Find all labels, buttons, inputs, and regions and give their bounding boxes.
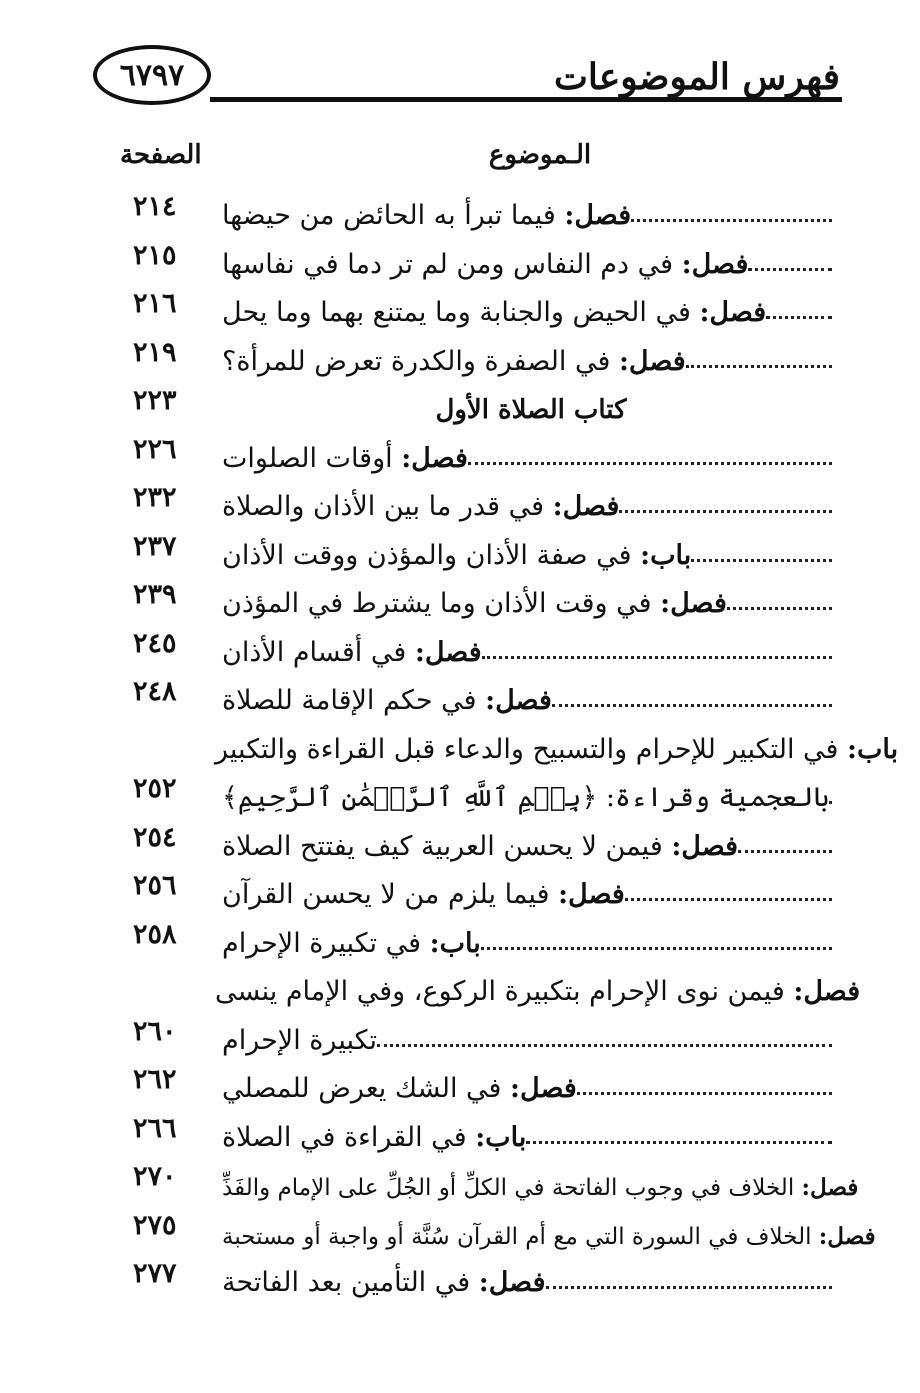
- toc-entry: [222, 1060, 840, 1104]
- toc-row: [0, 575, 920, 624]
- page-column-header: الصفحة: [120, 140, 202, 170]
- toc-entry: [222, 284, 840, 328]
- leader-dots: [631, 218, 832, 222]
- toc-page: ٢٣٧: [133, 530, 177, 562]
- leader-dots: [727, 606, 832, 610]
- toc-text: في الحيض والجنابة وما يمتنع بهما وما يحل: [222, 297, 691, 328]
- toc-page: ٢٦٦: [133, 1112, 177, 1144]
- leader-dots: [748, 267, 832, 271]
- toc-entry: [222, 333, 840, 377]
- toc-page: ٢٢٦: [133, 433, 177, 465]
- toc-label: فصل:: [478, 1267, 546, 1298]
- toc-text: فيمن نوى الإحرام بتكبيرة الركوع، وفي الإمام ينسى: [215, 976, 785, 1007]
- toc-row-book-heading: [0, 381, 920, 430]
- toc-label: فصل:: [681, 248, 749, 280]
- toc-page: ٢٤٨: [133, 676, 177, 707]
- toc-page: ٢٧٠: [133, 1161, 177, 1192]
- leader-dots: [766, 315, 832, 319]
- toc-row: [0, 866, 920, 915]
- toc-text: الخلاف في وجوب الفاتحة في الكلِّ أو الجُلِّ على الإمام والفَذِّ: [222, 1175, 795, 1201]
- leader-dots: [829, 800, 832, 804]
- toc-page: ٢٦٢: [133, 1064, 177, 1095]
- toc-text: في تكبيرة الإحرام: [222, 927, 422, 959]
- toc-entry: [222, 1206, 876, 1250]
- leader-dots: [577, 1091, 832, 1095]
- leader-dots: [691, 558, 832, 562]
- toc-label: فصل:: [552, 491, 620, 522]
- toc-row: [0, 284, 920, 333]
- toc-text: بالعجمية وقراءة: ﴿بِسۡمِ ٱللَّهِ ٱلرَّحۡمَٰنِ ٱلرَّحِيمِ﴾: [222, 782, 830, 813]
- toc-text: في دم النفاس ومن لم تر دما في نفاسها: [222, 248, 674, 280]
- leader-dots: [738, 849, 832, 853]
- toc-label: باب:: [429, 927, 481, 959]
- toc-entry: [222, 624, 840, 668]
- toc-row: [0, 527, 920, 576]
- toc-label: فصل:: [401, 442, 468, 474]
- toc-label: باب:: [847, 733, 899, 765]
- leader-dots: [686, 364, 832, 368]
- leader-dots: [482, 655, 832, 659]
- toc-row: [0, 478, 920, 527]
- toc-entry: [222, 866, 840, 910]
- toc-entry: [222, 187, 840, 231]
- toc-text: فيما تبرأ به الحائض من حيضها: [222, 200, 556, 231]
- toc-entry: [222, 818, 840, 862]
- toc-label: باب:: [475, 1121, 527, 1153]
- toc-label: فصل:: [801, 1174, 859, 1201]
- leader-dots: [546, 1285, 832, 1289]
- toc-entry: [215, 963, 861, 1007]
- toc-text: أوقات الصلوات: [222, 442, 393, 474]
- toc-page: ٢١٦: [133, 288, 177, 319]
- toc-page: ٢٥٤: [133, 821, 177, 853]
- toc-text: في صفة الأذان والمؤذن ووقت الأذان: [222, 539, 632, 571]
- toc-page: ٢٧٥: [133, 1209, 177, 1241]
- toc-entry: [222, 381, 840, 425]
- toc-text: تكبيرة الإحرام: [222, 1024, 378, 1056]
- toc-row: [0, 915, 920, 964]
- toc-row: [0, 187, 920, 236]
- toc-page: ٢٣٢: [133, 482, 177, 513]
- toc-label: فصل:: [414, 636, 482, 668]
- toc-label: فصل:: [558, 879, 625, 910]
- book-heading: كتاب الصلاة الأول: [435, 395, 627, 425]
- toc-row: [0, 430, 920, 479]
- toc-label: فصل:: [660, 588, 727, 619]
- toc-entry: [222, 1254, 840, 1298]
- toc-page: ٢٦٠: [133, 1015, 177, 1047]
- toc-text: في قدر ما بين الأذان والصلاة: [222, 491, 545, 522]
- toc-text: في التأمين بعد الفاتحة: [222, 1267, 471, 1298]
- toc-label: فصل:: [818, 1222, 876, 1250]
- page-number-badge: [93, 45, 211, 105]
- toc-label: فصل:: [485, 685, 552, 716]
- toc-page: ٢٥٢: [133, 773, 177, 804]
- toc-text: فيمن لا يحسن العربية كيف يفتتح الصلاة: [222, 830, 663, 862]
- toc-row: [0, 236, 920, 285]
- toc-row: [0, 1206, 920, 1255]
- toc-row-wrapped: [0, 721, 920, 770]
- toc-entry: [222, 575, 840, 619]
- toc-label: فصل:: [564, 200, 632, 231]
- leader-dots: [552, 703, 832, 707]
- toc-list: [0, 187, 920, 1303]
- toc-page: ٢١٥: [133, 239, 177, 271]
- column-headers: [0, 140, 920, 180]
- toc-entry: [222, 1157, 859, 1201]
- toc-entry: [222, 478, 840, 522]
- toc-page: ٢٣٩: [133, 579, 177, 610]
- toc-text: فيما يلزم من لا يحسن القرآن: [222, 879, 550, 910]
- toc-text: الخلاف في السورة التي مع أم القرآن سُنَّة أو واجبة أو مستحبة: [222, 1223, 812, 1250]
- toc-label: باب:: [640, 539, 692, 571]
- toc-text: في الصفرة والكدرة تعرض للمرأة؟: [222, 345, 611, 377]
- toc-page: ٢٢٣: [133, 385, 177, 416]
- toc-row: [0, 1157, 920, 1206]
- toc-page: ٢٥٨: [133, 918, 177, 950]
- toc-row: [0, 333, 920, 382]
- toc-label: فصل:: [618, 345, 686, 377]
- toc-entry: [222, 915, 840, 959]
- toc-row-wrapped: [0, 963, 920, 1012]
- toc-label: فصل:: [699, 297, 767, 328]
- topic-column-header: الـموضوع: [488, 140, 592, 170]
- toc-page: ٢١٤: [133, 191, 177, 222]
- leader-dots: [481, 946, 832, 950]
- toc-label: فصل:: [510, 1073, 577, 1104]
- toc-row-continuation: [0, 769, 920, 818]
- toc-row: [0, 1109, 920, 1158]
- toc-label: فصل:: [671, 830, 739, 862]
- header-title: فهرس الموضوعات: [553, 56, 840, 98]
- leader-dots: [526, 1140, 832, 1144]
- leader-dots: [625, 897, 832, 901]
- leader-dots: [468, 461, 832, 465]
- toc-row: [0, 818, 920, 867]
- toc-row: [0, 672, 920, 721]
- toc-label: فصل:: [793, 976, 861, 1007]
- toc-text: في وقت الأذان وما يشترط في المؤذن: [222, 588, 652, 619]
- toc-page: ٢٧٧: [133, 1258, 177, 1289]
- toc-entry: [215, 721, 899, 765]
- toc-entry: [222, 1012, 840, 1056]
- toc-text: في أقسام الأذان: [222, 636, 407, 668]
- leader-dots: [377, 1043, 832, 1047]
- toc-entry: [222, 430, 840, 474]
- toc-text: في الشك يعرض للمصلي: [222, 1073, 502, 1104]
- toc-entry: [222, 527, 840, 571]
- toc-row: [0, 1060, 920, 1109]
- toc-row-continuation: [0, 1012, 920, 1061]
- toc-text: في القراءة في الصلاة: [222, 1121, 467, 1153]
- toc-page: ٢١٩: [133, 336, 177, 368]
- leader-dots: [619, 509, 832, 513]
- page-number: ٦٧٩٧: [119, 57, 185, 93]
- toc-page: ٢٥٦: [133, 870, 177, 901]
- toc-entry: [222, 236, 840, 280]
- toc-entry: [222, 672, 840, 716]
- toc-entry: [222, 1109, 840, 1153]
- toc-row: [0, 1254, 920, 1303]
- toc-text: في التكبير للإحرام والتسبيح والدعاء قبل القراءة والتكبير: [215, 733, 839, 765]
- toc-text: في حكم الإقامة للصلاة: [222, 685, 477, 716]
- toc-page: ٢٤٥: [133, 627, 177, 659]
- page-header: [0, 0, 920, 120]
- toc-entry: [222, 769, 840, 813]
- toc-row: [0, 624, 920, 673]
